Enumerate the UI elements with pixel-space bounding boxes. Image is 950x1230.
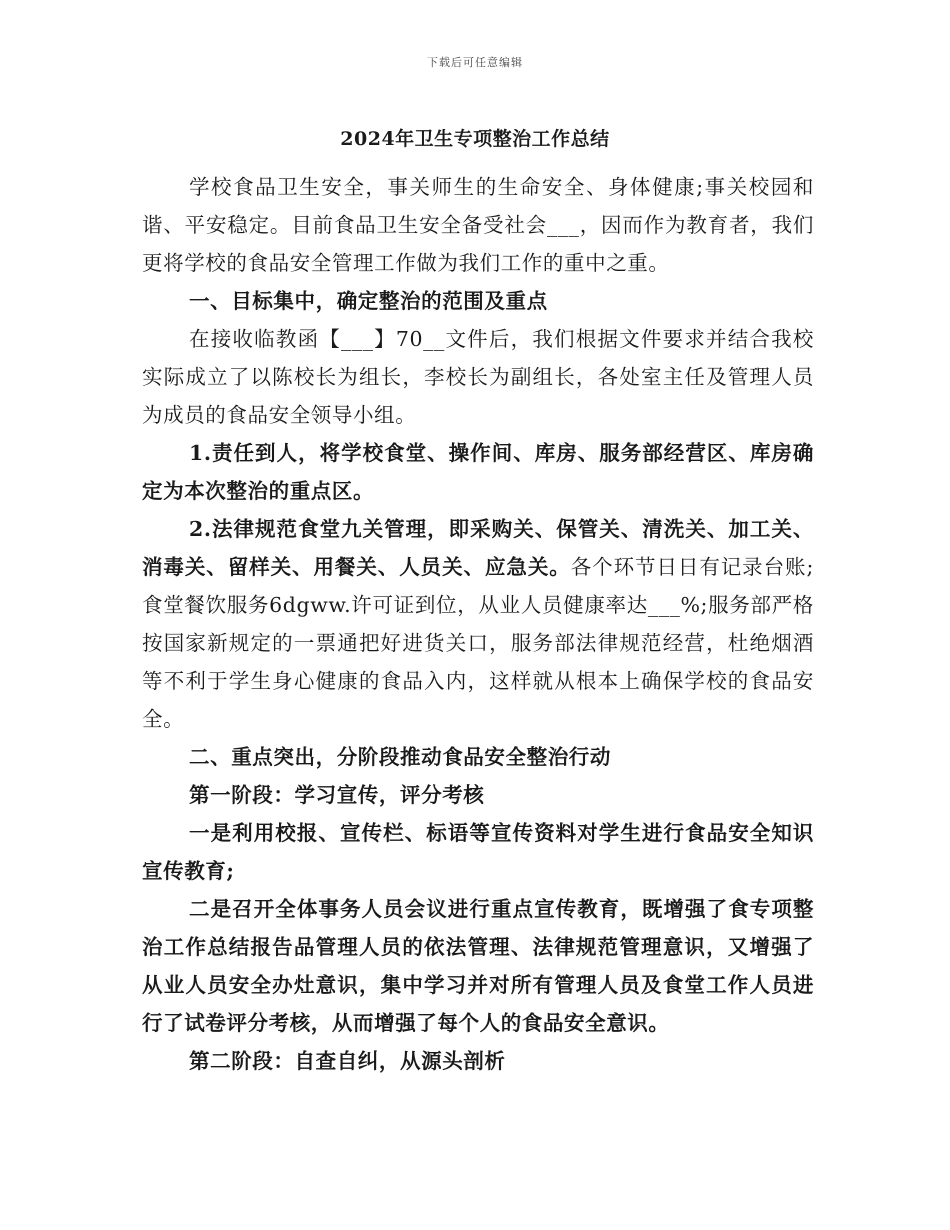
paragraph-item-2-lead: 2.法律规范食堂九关管理，即采购关、保管关、清洗关、加工关、消毒关、留样关、用餐关、人员关、应急关。 [142,517,814,579]
paragraph-document-receipt: 在接收临教函【___】70__文件后，我们根据文件要求并结合我校实际成立了以陈校长为组长，李校长为副组长，各处室主任及管理人员为成员的食品安全领导小组。 [142,327,814,427]
paragraph-stage-1-point-1: 一是利用校报、宣传栏、标语等宣传资料对学生进行食品安全知识宣传教育; [142,821,814,883]
paragraph-intro: 学校食品卫生安全，事关师生的生命安全、身体健康;事关校园和谐、平安稳定。目前食品卫生安全备受社会___，因而作为教育者，我们更将学校的食品安全管理工作做为我们工作的重中之重。 [142,175,814,275]
heading-section-2: 二、重点突出，分阶段推动食品安全整治行动 [189,745,611,769]
heading-section-1: 一、目标集中，确定整治的范围及重点 [189,289,548,313]
heading-stage-2: 第二阶段：自查自纠，从源头剖析 [189,1049,506,1073]
header-note: 下载后可任意编辑 [427,56,523,69]
paragraph-item-2-body: 各个环节日日有记录台账;食堂餐饮服务6dgww.许可证到位，从业人员健康率达___%;服务部严格按国家新规定的一票通把好进货关口，服务部法律规范经营，杜绝烟酒等不利于学生身心健康的食品入内，这样就从根本上确保学校的食品安全。 [142,555,814,731]
paragraph-item-1: 1.责任到人，将学校食堂、操作间、库房、服务部经营区、库房确定为本次整治的重点区。 [142,441,814,503]
document-title: 2024年卫生专项整治工作总结 [340,128,610,150]
paragraph-item-2 [142,510,814,738]
heading-stage-1: 第一阶段：学习宣传，评分考核 [189,783,485,807]
document-body [142,168,814,1080]
paragraph-stage-1-point-2: 二是召开全体事务人员会议进行重点宣传教育，既增强了食专项整治工作总结报告品管理人员的依法管理、法律规范管理意识，又增强了从业人员安全办灶意识，集中学习并对所有管理人员及食堂工作人员进行了试卷评分考核，从而增强了每个人的食品安全意识。 [142,897,814,1035]
